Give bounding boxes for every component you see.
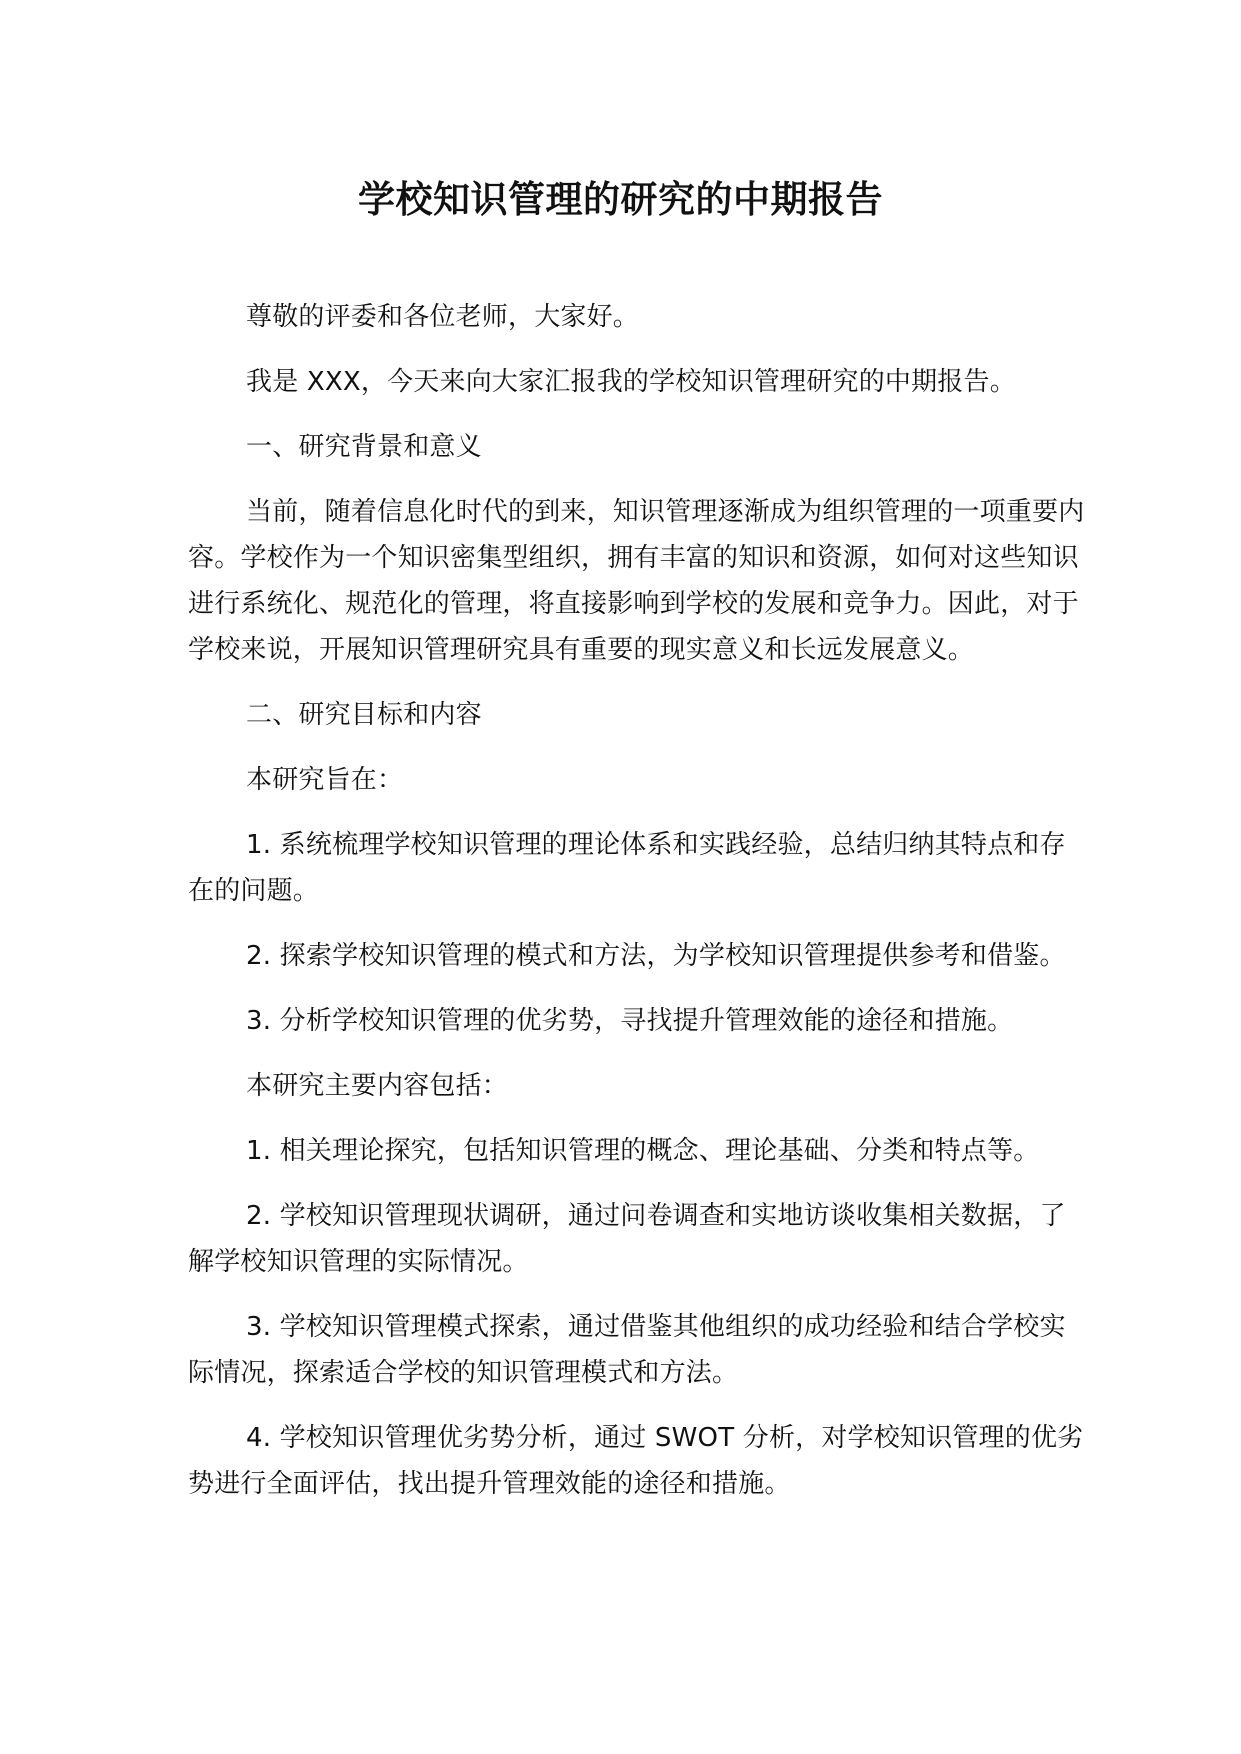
paragraph-intro: 我是 XXX，今天来向大家汇报我的学校知识管理研究的中期报告。 [246, 367, 1016, 397]
list-item-content-1: 1. 相关理论探究，包括知识管理的概念、理论基础、分类和特点等。 [246, 1136, 1040, 1166]
list-item-aim-1: 1. 系统梳理学校知识管理的理论体系和实践经验，总结归纳其特点和存在的问题。 [188, 830, 1066, 906]
document-body [188, 294, 1088, 1507]
document-title: 学校知识管理的研究的中期报告 [358, 178, 883, 221]
list-item-content-3: 3. 学校知识管理模式探索，通过借鉴其他组织的成功经验和结合学校实际情况，探索适合学校的知识管理模式和方法。 [188, 1312, 1066, 1388]
list-item-aim-2: 2. 探索学校知识管理的模式和方法，为学校知识管理提供参考和借鉴。 [246, 941, 1066, 971]
paragraph-aims-lead: 本研究旨在： [246, 765, 404, 795]
paragraph-background: 当前，随着信息化时代的到来，知识管理逐渐成为组织管理的一项重要内容。学校作为一个知识密集型组织，拥有丰富的知识和资源，如何对这些知识进行系统化、规范化的管理，将直接影响到学校的发展和竞争力。因此，对于学校来说，开展知识管理研究具有重要的现实意义和长远发展意义。 [188, 497, 1085, 665]
section-heading-background: 一、研究背景和意义 [246, 432, 482, 462]
paragraph-greeting: 尊敬的评委和各位老师，大家好。 [246, 302, 640, 332]
paragraph-content-lead: 本研究主要内容包括： [246, 1071, 509, 1101]
section-heading-goals: 二、研究目标和内容 [246, 700, 482, 730]
list-item-aim-3: 3. 分析学校知识管理的优劣势，寻找提升管理效能的途径和措施。 [246, 1006, 1014, 1036]
list-item-content-4: 4. 学校知识管理优劣势分析，通过 SWOT 分析，对学校知识管理的优劣势进行全面评估，找出提升管理效能的途径和措施。 [188, 1423, 1084, 1499]
list-item-content-2: 2. 学校知识管理现状调研，通过问卷调查和实地访谈收集相关数据，了解学校知识管理的实际情况。 [188, 1201, 1066, 1277]
